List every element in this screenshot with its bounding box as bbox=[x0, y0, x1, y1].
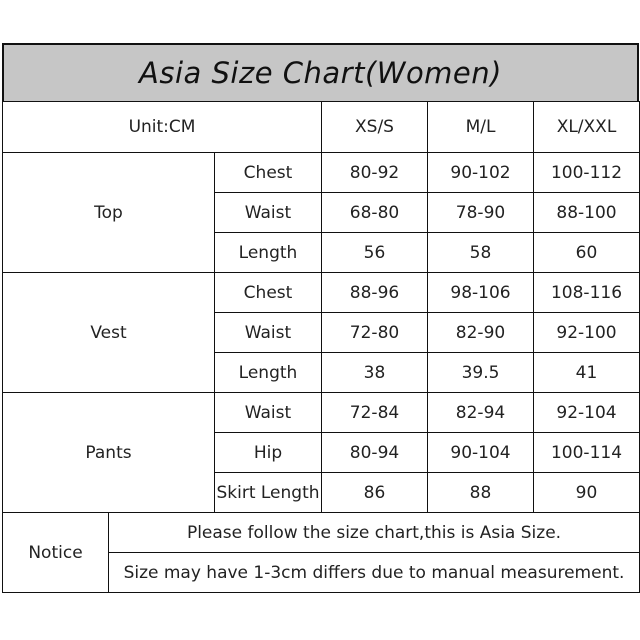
table-row bbox=[3, 273, 640, 313]
measure-label: Chest bbox=[215, 273, 322, 313]
value-cell: 80-92 bbox=[322, 153, 428, 193]
value-cell: 100-114 bbox=[534, 433, 640, 473]
value-cell: 88-100 bbox=[534, 193, 640, 233]
value-cell: 98-106 bbox=[428, 273, 534, 313]
size-table bbox=[2, 101, 640, 593]
title-bar bbox=[2, 43, 639, 101]
value-cell: 38 bbox=[322, 353, 428, 393]
measure-label: Waist bbox=[215, 313, 322, 353]
measure-label: Length bbox=[215, 353, 322, 393]
value-cell: 92-100 bbox=[534, 313, 640, 353]
value-cell: 56 bbox=[322, 233, 428, 273]
value-cell: 88 bbox=[428, 473, 534, 513]
size-header-m-l: M/L bbox=[428, 102, 534, 153]
notice-label: Notice bbox=[3, 513, 109, 593]
measure-label: Waist bbox=[215, 393, 322, 433]
chart-title: Asia Size Chart(Women) bbox=[139, 56, 502, 90]
value-cell: 41 bbox=[534, 353, 640, 393]
measure-label: Chest bbox=[215, 153, 322, 193]
measure-label: Skirt Length bbox=[215, 473, 322, 513]
table-row bbox=[3, 153, 640, 193]
value-cell: 78-90 bbox=[428, 193, 534, 233]
value-cell: 58 bbox=[428, 233, 534, 273]
value-cell: 72-84 bbox=[322, 393, 428, 433]
table-row bbox=[3, 393, 640, 433]
measure-label: Length bbox=[215, 233, 322, 273]
value-cell: 82-90 bbox=[428, 313, 534, 353]
size-header-xl-xxl: XL/XXL bbox=[534, 102, 640, 153]
value-cell: 88-96 bbox=[322, 273, 428, 313]
value-cell: 90-104 bbox=[428, 433, 534, 473]
value-cell: 92-104 bbox=[534, 393, 640, 433]
unit-label: Unit:CM bbox=[3, 102, 322, 153]
group-label-pants: Pants bbox=[3, 393, 215, 513]
value-cell: 90 bbox=[534, 473, 640, 513]
value-cell: 108-116 bbox=[534, 273, 640, 313]
value-cell: 72-80 bbox=[322, 313, 428, 353]
group-label-vest: Vest bbox=[3, 273, 215, 393]
notice-line-2: Size may have 1-3cm differs due to manual measurement. bbox=[109, 553, 640, 593]
size-chart bbox=[2, 43, 639, 593]
measure-label: Waist bbox=[215, 193, 322, 233]
value-cell: 60 bbox=[534, 233, 640, 273]
measure-label: Hip bbox=[215, 433, 322, 473]
value-cell: 86 bbox=[322, 473, 428, 513]
notice-row bbox=[3, 513, 640, 553]
value-cell: 68-80 bbox=[322, 193, 428, 233]
value-cell: 90-102 bbox=[428, 153, 534, 193]
value-cell: 100-112 bbox=[534, 153, 640, 193]
value-cell: 80-94 bbox=[322, 433, 428, 473]
group-label-top: Top bbox=[3, 153, 215, 273]
notice-line-1: Please follow the size chart,this is Asia Size. bbox=[109, 513, 640, 553]
value-cell: 39.5 bbox=[428, 353, 534, 393]
size-header-xs-s: XS/S bbox=[322, 102, 428, 153]
header-row bbox=[3, 102, 640, 153]
value-cell: 82-94 bbox=[428, 393, 534, 433]
